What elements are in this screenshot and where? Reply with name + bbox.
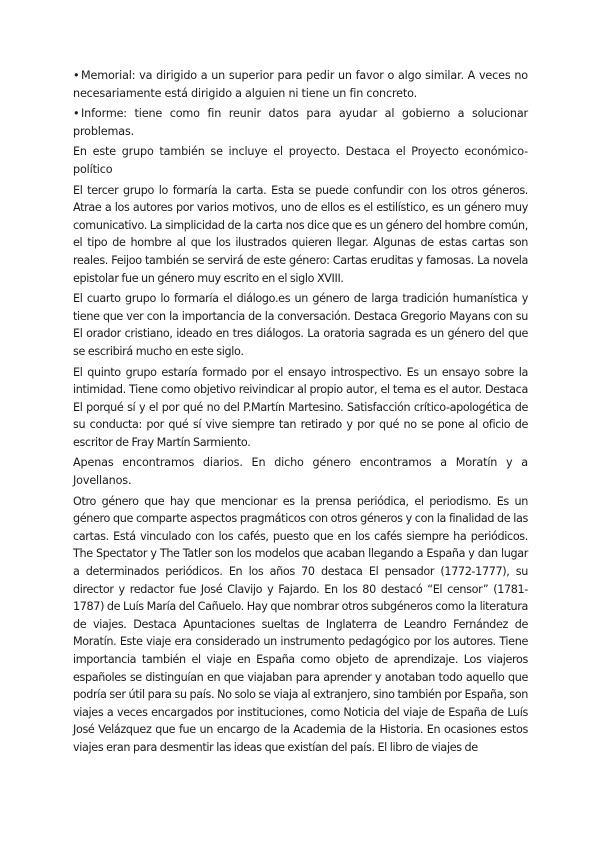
paragraph-text: Memorial: va dirigido a un superior para pedir un favor o algo similar. A veces no necesariamente está dirigido a alguien ni tiene un fin concreto.: [73, 69, 528, 100]
bullet-mark: •: [73, 107, 80, 121]
paragraph-proyecto: En este grupo también se incluye el proyecto. Destaca el Proyecto económico-político: [73, 145, 528, 176]
paragraph-informe: [73, 105, 528, 140]
document-page: [73, 67, 528, 760]
paragraph-dialogo: El cuarto grupo lo formaría el diálogo.es un género de larga tradición humanística y tiene que ver con la importancia de la conversación. Destaca Gregorio Mayans con su El orador cristiano, ideado en tres diálogos. La oratoria sagrada es un género del que se escribirá mucho en este siglo.: [73, 292, 528, 358]
paragraph-memorial: [73, 67, 528, 102]
paragraph-ensayo: El quinto grupo estaría formado por el ensayo introspectivo. Es un ensayo sobre la intimidad. Tiene como objetivo reivindicar al propio autor, el tema es el autor. Destaca El porqué sí y el por qué no del P.Martín Martesino. Satisfacción crítico-apologética de su conducta: por qué sí vive siempre tan retirado y por qué no se pone al oficio de escritor de Fray Martín Sarmiento.: [73, 365, 528, 449]
paragraph-carta: El tercer grupo lo formaría la carta. Esta se puede confundir con los otros géneros. Atrae a los autores por varios motivos, uno de ellos es el estilístico, es un género muy comunicativo. La simplicidad de la carta nos dice que es un género del hombre común, el tipo de hombre al que los ilustrados quieren llegar. Algunas de estas cartas son reales. Feijoo también se servirá de este género: Cartas eruditas y famosas. La novela epistolar fue un género muy escrito en el siglo XVIII.: [73, 183, 528, 285]
paragraph-diarios: Apenas encontramos diarios. En dicho género encontramos a Moratín y a Jovellanos.: [73, 456, 528, 488]
bullet-mark: •: [73, 69, 80, 82]
paragraph-prensa: Otro género que hay que mencionar es la prensa periódica, el periodismo. Es un género que comparte aspectos pragmáticos con otros géneros y con la finalidad de las cartas. Está vinculado con los cafés, puesto que en los cafés siempre ha periódicos. The Spectator y The Tatler son los modelos que acaban llegando a España y dan lugar a determinados periódicos. En los años 70 destaca El pensador (1772-1777), su director y redactor fue José Clavijo y Fajardo. En los 80 destacó “El censor” (1781-1787) de Luís María del Cañuelo. Hay que nombrar otros subgéneros como la literatura de viajes. Destaca Apuntaciones sueltas de Inglaterra de Leandro Fernández de Moratín. Este viaje era considerado un instrumento pedagógico por los autores. Tiene importancia también el viaje en España como objeto de aprendizaje. Los viajeros españoles se distinguían en que viajaban para aprender y anotaban todo aquello que podría ser útil para su país. No solo se viaja al extranjero, sino también por España, son viajes a veces encargados por instituciones, como Noticia del viaje de España de Luís José Velázquez que fue un encargo de la Academia de la Historia. En ocasiones estos viajes eran para desmentir las ideas que existían del país. El libro de viajes de: [73, 494, 528, 754]
paragraph-text: Informe: tiene como fin reunir datos para ayudar al gobierno a solucionar problemas.: [73, 107, 528, 138]
